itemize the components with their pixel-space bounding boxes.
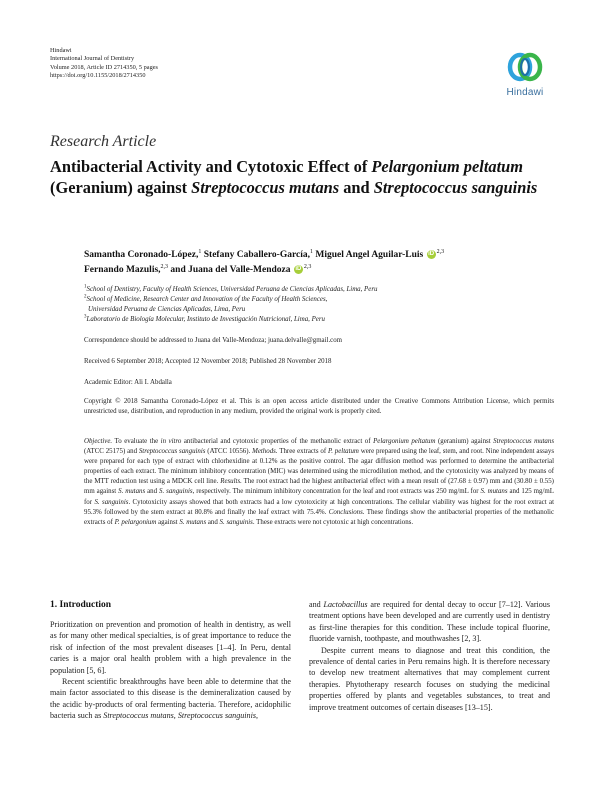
- author-name[interactable]: Miguel Angel Aguilar-Luis: [315, 250, 424, 260]
- academic-editor: Academic Editor: Ali I. Abdalla: [84, 379, 172, 386]
- body-text: ,: [173, 711, 178, 721]
- article-dates: Received 6 September 2018; Accepted 12 November 2018; Published 28 November 2018: [84, 358, 332, 365]
- author-affil-sup: 2,3: [160, 263, 169, 270]
- orcid-icon[interactable]: iD: [295, 266, 302, 273]
- author-affil-sup: 1: [198, 248, 202, 255]
- body-italic: Streptococcus mutans: [103, 711, 174, 721]
- abstract-italic: S. sanguinis: [219, 518, 253, 526]
- correspondence: Correspondence should be addressed to Juana del Valle-Mendoza; juana.delvalle@gmail.com: [84, 337, 343, 344]
- abstract-text: , respectively. The minimum inhibitory concentration for the leaf and root extracts was 250 mg/mL for: [192, 488, 481, 496]
- abstract-italic: S. sanguinis: [159, 488, 193, 496]
- title-species: Streptococcus sanguinis: [373, 177, 538, 197]
- body-text: and: [309, 600, 324, 609]
- abstract-italic: Streptococcus sanguinis: [138, 448, 206, 456]
- body-column-left: [50, 619, 291, 722]
- author-affil-sup: 2,3: [303, 263, 312, 270]
- abstract: [84, 437, 554, 528]
- affiliation: [84, 295, 554, 305]
- abstract-text: (geranium) against: [435, 438, 494, 445]
- affiliation: [84, 285, 554, 295]
- abstract-italic: S. mutans: [179, 518, 207, 526]
- body-italic: Lactobacillus: [323, 600, 368, 609]
- body-paragraph: [50, 676, 291, 722]
- author-name[interactable]: and Juana del Valle-Mendoza: [170, 265, 291, 275]
- title-species: Pelargonium peltatum: [371, 157, 524, 176]
- body-paragraph: Prioritization on prevention and promotion of health in dentistry, as well as for many other medical specialties, is of great importance to reduce the risk of infection of the most prevalent diseases [1–4]. In Peru, dental caries is a major oral health problem with a high prevalence in the population [5, 6].: [50, 620, 291, 675]
- title-part: Antibacterial Activity and Cytotoxic Effect of: [50, 157, 372, 176]
- body-text: ,: [255, 711, 259, 721]
- title-species: Streptococcus mutans: [191, 177, 340, 197]
- hindawi-logo-icon: [505, 49, 545, 85]
- abstract-text: and 125 mg/mL for: [84, 488, 554, 506]
- affiliation-text: School of Dentistry, Faculty of Health Sciences, Universidad Peruana de Ciencias Aplicadas, Lima, Peru: [86, 286, 378, 293]
- abstract-italic: S. mutans: [480, 488, 508, 496]
- body-paragraph: [309, 599, 550, 645]
- abstract-italic: Streptococcus mutans: [493, 438, 555, 445]
- section-heading-introduction: 1. Introduction: [50, 600, 112, 610]
- affiliation-text: Universidad Peruana de Ciencias Aplicadas, Lima, Peru: [88, 306, 246, 313]
- abstract-text: Three extracts of: [277, 448, 328, 456]
- abstract-italic: Pelargonium peltatum: [373, 438, 436, 445]
- copyright-notice: Copyright © 2018 Samantha Coronado-López et al. This is an open access article distributed under the Creative Commons Attribution License, which permits unrestricted use, distribution, and reproduction in any medium, provided the original work is properly cited.: [84, 398, 554, 415]
- journal-meta: [50, 47, 158, 81]
- affiliation-sup: 3: [84, 314, 87, 320]
- affiliation-sup: 2: [84, 294, 87, 300]
- abstract-text: To evaluate the: [112, 438, 161, 445]
- affiliation-text: Laboratorio de Biología Molecular, Instituto de Investigación Nutricional, Lima, Peru: [86, 316, 325, 323]
- orcid-icon[interactable]: iD: [428, 251, 435, 258]
- hindawi-logo: [498, 49, 552, 105]
- author-name[interactable]: Stefany Caballero-García,: [203, 250, 310, 260]
- author-affil-sup: 2,3: [436, 248, 445, 255]
- abstract-text: and: [206, 518, 220, 526]
- abstract-text: These findings show the antibacterial properties of the methanolic extracts of: [84, 508, 554, 526]
- abstract-italic: P. pelargonium: [114, 518, 157, 526]
- article-type: Research Article: [50, 133, 157, 150]
- affiliation: [84, 315, 554, 325]
- abstract-label: Objective.: [84, 438, 113, 445]
- abstract-italic: P. peltatum: [327, 448, 359, 456]
- volume-info: Volume 2018, Article ID 2714350, 5 pages: [50, 63, 158, 71]
- body-column-right: [309, 599, 550, 713]
- abstract-text: . Cytotoxicity assays showed that both extracts had a low cytotoxicity at high concentrations. The cellular viability was highest for the root extract at 95.3% followed by the stem extract at 80.8% and finally the leaf extract with 75.4%.: [84, 498, 555, 516]
- title-part: (Geranium) against: [50, 177, 192, 197]
- affiliations: [84, 285, 554, 325]
- doi-link[interactable]: https://doi.org/10.1155/2018/2714350: [50, 72, 146, 80]
- affiliation-text: School of Medicine, Research Center and Innovation of the Faculty of Health Sciences,: [86, 296, 328, 303]
- abstract-label: Conclusions.: [328, 508, 365, 516]
- body-italic: Streptococcus sanguinis: [177, 711, 256, 721]
- abstract-text: were prepared using the leaf, stem, and root. Nine independent assays were prepared for each type of extract with chlorhexidine at 0.12% as the positive control. The agar diffusion method was performed to determine the antibacterial properties of each extract. The minimum inhibitory concentration (MIC) was determined using the microdilution method, and the cytotoxicity was analyzed by means of the MTT reduction test using a MDCK cell line.: [84, 448, 554, 486]
- article-title: [50, 157, 550, 198]
- abstract-label: Methods.: [252, 448, 278, 456]
- journal-name: International Journal of Dentistry: [50, 55, 135, 63]
- author-name[interactable]: Samantha Coronado-López,: [84, 250, 199, 260]
- author-name[interactable]: Fernando Mazulis,: [84, 265, 161, 275]
- author-list: [84, 248, 564, 278]
- logo-text: Hindawi: [506, 87, 544, 98]
- body-text: Recent scientific breakthroughs have been able to determine that the main factor associated to this disease is the demineralization caused by the acidic by-products of oral fermenting bacteria. Therefore, acidophilic bacteria such as: [50, 677, 291, 721]
- publisher-name: Hindawi: [50, 47, 72, 54]
- title-part: and: [339, 177, 374, 197]
- affiliation-sup: 1: [84, 284, 87, 290]
- abstract-italic: S. sanguinis: [94, 498, 129, 506]
- body-text: are required for dental decay to occur [7–12]. Various treatment options have been developed and are currently used in dentistry as first-line therapies for this condition. These include topical fluorine, fluoride varnish, toothpaste, and mouthwashes [2, 3].: [309, 600, 551, 644]
- abstract-label: Results.: [220, 478, 242, 486]
- abstract-text: The root extract had the highest antibacterial effect with a mean result of (27.68 ± 0.97) mm and (30.80 ± 0.55) mm against: [84, 478, 554, 496]
- body-paragraph: Despite current means to diagnose and treat this condition, the prevalence of dental caries in Peru remains high. It is therefore necessary to develop new treatment alternatives that may complement current therapies. Phytotherapy research focuses on studying the medicinal properties offered by plants and vegetables substances, to treat and improve treatment outcomes of certain diseases [13–15].: [309, 645, 550, 712]
- author-affil-sup: 1: [310, 248, 313, 255]
- abstract-text: and: [145, 488, 160, 496]
- abstract-italic: in vitro: [160, 438, 182, 445]
- abstract-text: (ATCC 10556).: [205, 448, 253, 456]
- abstract-italic: S. mutans: [118, 488, 146, 496]
- abstract-text: antibacterial and cytotoxic properties of the methanolic extract of: [181, 438, 374, 445]
- abstract-text: (ATCC 25175) and: [84, 448, 139, 456]
- abstract-text: against: [156, 518, 180, 526]
- abstract-text: . These extracts were not cytotoxic at high concentrations.: [252, 518, 414, 526]
- affiliation: [84, 305, 554, 315]
